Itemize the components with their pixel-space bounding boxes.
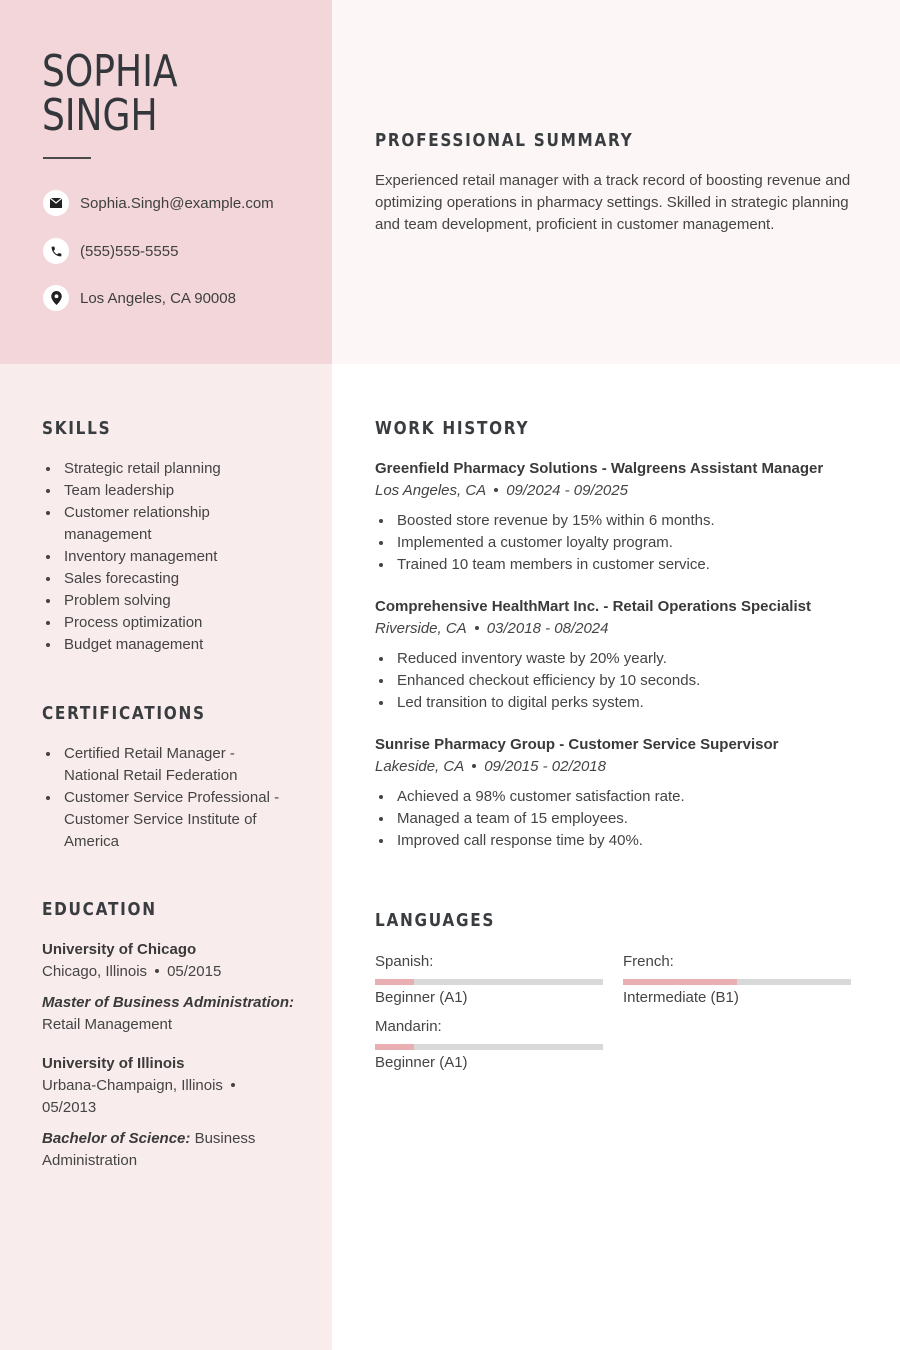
separator-dot	[231, 1083, 235, 1087]
job-company: Sunrise Pharmacy Group	[375, 736, 556, 753]
school-date: 05/2013	[42, 1099, 97, 1116]
contact-phone-row[interactable]	[43, 237, 178, 265]
job-location: Los Angeles, CA	[375, 482, 487, 499]
languages-heading: LANGUAGES	[375, 910, 496, 931]
school-location-date	[42, 961, 302, 983]
job-company: Greenfield Pharmacy Solutions	[375, 460, 598, 477]
list-item: Process optimization	[42, 612, 292, 634]
last-name: SINGH	[42, 90, 158, 141]
separator-dot	[475, 626, 479, 630]
language-name: Spanish:	[375, 953, 434, 970]
language-name: Mandarin:	[375, 1018, 442, 1035]
summary-heading: PROFESSIONAL SUMMARY	[375, 130, 634, 151]
language-item	[623, 953, 851, 1007]
name-divider	[43, 157, 91, 159]
job-dates: 09/2024 - 09/2025	[506, 482, 628, 499]
language-bar	[375, 1044, 603, 1050]
language-item	[375, 953, 603, 1007]
separator-dot	[472, 764, 476, 768]
language-level: Beginner (A1)	[375, 989, 468, 1006]
degree-name: Master of Business Administration	[42, 994, 289, 1011]
language-bar-fill	[375, 1044, 414, 1050]
location-text: Los Angeles, CA 90008	[80, 289, 236, 307]
summary-text: Experienced retail manager with a track record of boosting revenue and optimizing operations in pharmacy settings. Skilled in strategic planning and team development, proficient in customer management.	[375, 172, 851, 233]
job-entry	[375, 458, 865, 576]
education-entry	[42, 939, 302, 1036]
skills-heading: SKILLS	[42, 418, 112, 439]
school-name: University of Illinois	[42, 1055, 185, 1072]
list-item: Certified Retail Manager - National Retail Federation	[42, 743, 262, 787]
list-item: Enhanced checkout efficiency by 10 seconds.	[375, 670, 865, 692]
language-bar	[375, 979, 603, 985]
job-meta	[375, 618, 865, 640]
list-item: Customer Service Professional - Customer Service Institute of America	[42, 787, 282, 853]
school-date: 05/2015	[167, 963, 222, 980]
list-item: Led transition to digital perks system.	[375, 692, 865, 714]
certifications-heading: CERTIFICATIONS	[42, 703, 206, 724]
first-name: SOPHIA	[42, 46, 178, 97]
list-item: Boosted store revenue by 15% within 6 months.	[375, 510, 865, 532]
list-item: Inventory management	[42, 546, 292, 568]
education-entry	[42, 1053, 262, 1172]
phone-text[interactable]: (555)555-5555	[80, 242, 179, 260]
job-title: Comprehensive HealthMart Inc. - Retail Operations Specialist	[375, 598, 811, 615]
list-item: Problem solving	[42, 590, 292, 612]
certifications-list	[42, 743, 292, 853]
job-bullets	[375, 648, 865, 714]
language-level: Beginner (A1)	[375, 1054, 468, 1071]
list-item: Implemented a customer loyalty program.	[375, 532, 865, 554]
candidate-name	[42, 46, 178, 141]
skills-list	[42, 458, 292, 656]
phone-icon	[43, 238, 69, 264]
degree-field: Retail Management	[42, 1016, 173, 1033]
language-level: Intermediate (B1)	[623, 989, 739, 1006]
school-location-date	[42, 1075, 262, 1119]
list-item: Sales forecasting	[42, 568, 292, 590]
job-role: Walgreens Assistant Manager	[610, 460, 824, 477]
language-bar-fill	[375, 979, 414, 985]
list-item: Reduced inventory waste by 20% yearly.	[375, 648, 865, 670]
degree-colon: :	[289, 994, 294, 1011]
school-location: Chicago, Illinois	[42, 963, 148, 980]
map-pin-icon	[43, 285, 69, 311]
school-name: University of Chicago	[42, 941, 197, 958]
job-title: Greenfield Pharmacy Solutions - Walgreens Assistant Manager	[375, 460, 824, 477]
list-item: Customer relationship management	[42, 502, 242, 546]
list-item: Trained 10 team members in customer service.	[375, 554, 865, 576]
degree-line	[42, 1128, 262, 1172]
separator-dot	[494, 488, 498, 492]
job-bullets	[375, 786, 865, 852]
job-entry	[375, 734, 865, 852]
envelope-icon	[43, 190, 69, 216]
degree-colon: :	[185, 1130, 191, 1147]
email-text[interactable]: Sophia.Singh@example.com	[80, 194, 274, 212]
contact-location-row	[43, 284, 236, 312]
job-entry	[375, 596, 865, 714]
list-item: Team leadership	[42, 480, 292, 502]
work-history-heading: WORK HISTORY	[375, 418, 530, 439]
job-role: Customer Service Supervisor	[568, 736, 779, 753]
language-bar-fill	[623, 979, 737, 985]
job-role: Retail Operations Specialist	[612, 598, 811, 615]
degree-field: Business Administration	[42, 1130, 256, 1169]
degree-line	[42, 992, 302, 1036]
job-title: Sunrise Pharmacy Group - Customer Service Supervisor	[375, 736, 779, 753]
job-location: Riverside, CA	[375, 620, 467, 637]
job-meta	[375, 756, 865, 778]
list-item: Strategic retail planning	[42, 458, 292, 480]
school-location: Urbana-Champaign, Illinois	[42, 1077, 223, 1094]
job-meta	[375, 480, 865, 502]
job-company: Comprehensive HealthMart Inc.	[375, 598, 600, 615]
list-item: Improved call response time by 40%.	[375, 830, 865, 852]
separator-dot	[155, 969, 159, 973]
job-dates: 09/2015 - 02/2018	[484, 758, 606, 775]
language-name: French:	[623, 953, 674, 970]
job-location: Lakeside, CA	[375, 758, 465, 775]
language-bar	[623, 979, 851, 985]
language-item	[375, 1018, 603, 1072]
job-bullets	[375, 510, 865, 576]
degree-name: Bachelor of Science	[42, 1130, 186, 1147]
list-item: Achieved a 98% customer satisfaction rate.	[375, 786, 865, 808]
contact-email-row[interactable]	[43, 189, 274, 217]
job-dates: 03/2018 - 08/2024	[486, 620, 609, 637]
education-heading: EDUCATION	[42, 899, 157, 920]
list-item: Budget management	[42, 634, 292, 656]
list-item: Managed a team of 15 employees.	[375, 808, 865, 830]
